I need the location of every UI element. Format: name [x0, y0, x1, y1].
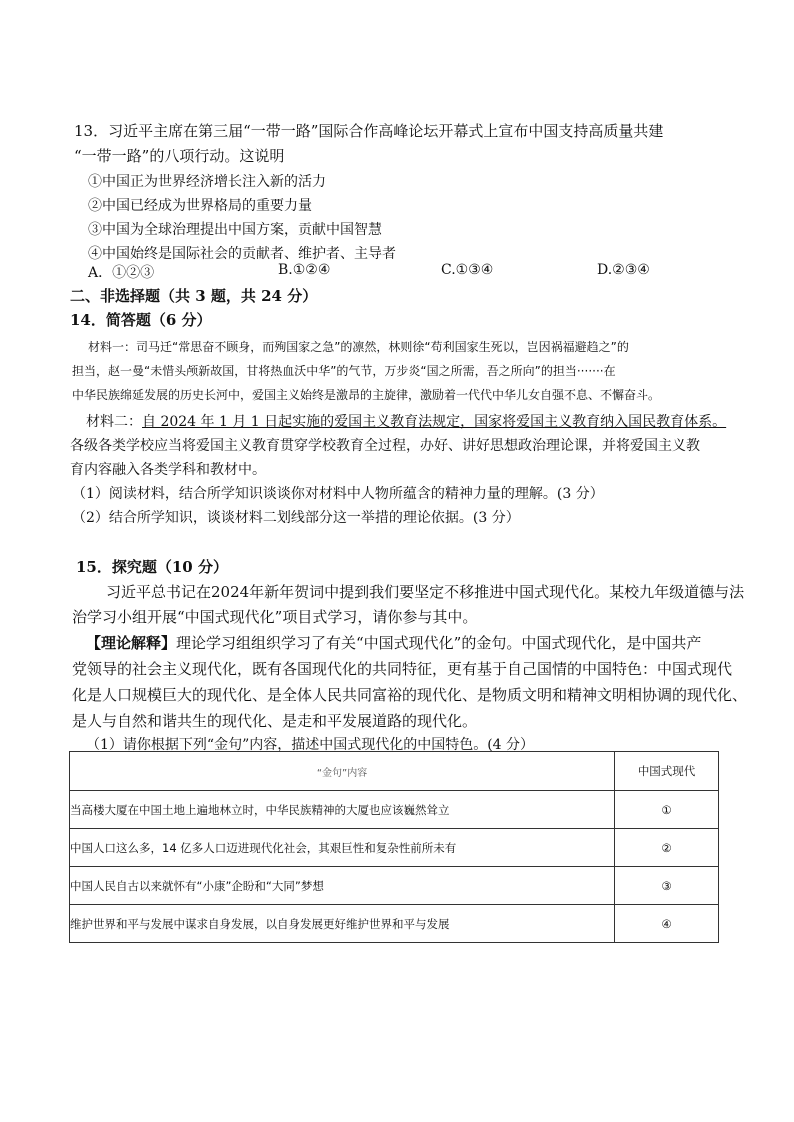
material-1-line1: 材料一：司马迁“常思奋不顾身，而殉国家之急”的凛然，林则徐“苟利国家生死以，岂因祸福避趋之”的	[88, 340, 629, 354]
q15-paragraph-2: 治学习小组开展“中国式现代化”项目式学习，请你参与其中。	[72, 608, 478, 626]
table-cell-quote: 中国人口这么多，14 亿多人口迈进现代化社会，其艰巨性和复杂性前所未有	[70, 829, 615, 867]
material-2-line1	[86, 411, 726, 431]
q13-option-3: ③中国为全球治理提出中国方案，贡献中国智慧	[88, 222, 382, 238]
golden-quotes-table	[69, 751, 719, 943]
table-header-row	[70, 752, 719, 791]
q14-subquestion-1: （1）阅读材料，结合所学知识谈谈你对材料中人物所蕴含的精神力量的理解。(3 分）	[72, 486, 604, 502]
question-15-title: 15．探究题（10 分）	[76, 558, 228, 576]
material-2-line2: 各级各类学校应当将爱国主义教育贯穿学校教育全过程，办好、讲好思想政治理论课，并将爱国主义教	[70, 438, 700, 454]
table-cell-answer: ②	[615, 829, 719, 867]
q15-paragraph-5: 化是人口规模巨大的现代化、是全体人民共同富裕的现代化、是物质文明和精神文明相协调的现代化、	[72, 686, 748, 704]
table-cell-quote: 当高楼大厦在中国土地上遍地林立时，中华民族精神的大厦也应该巍然耸立	[70, 791, 615, 829]
q13-choice-c: C.①③④	[441, 262, 494, 278]
material-1-line2: 担当，赵一曼“未惜头颅新故国，甘将热血沃中华”的气节，万步炎“国之所需，吾之所向”的担当·······在	[72, 364, 616, 378]
q13-choice-a: A．①②③	[88, 265, 155, 281]
q13-option-4: ④中国始终是国际社会的贡献者、维护者、主导者	[88, 246, 396, 262]
table-cell-quote: 中国人民自古以来就怀有“小康”企盼和“大同”梦想	[70, 867, 615, 905]
table-cell-quote: 维护世界和平与发展中谋求自身发展，以自身发展更好维护世界和平与发展	[70, 905, 615, 943]
q13-choice-d: D.②③④	[597, 262, 650, 278]
q15-paragraph-6: 是人与自然和谐共生的现代化、是走和平发展道路的现代化。	[72, 712, 478, 730]
table-header-feature: 中国式现代	[615, 752, 719, 791]
material-1-line3: 中华民族绵延发展的历史长河中，爱国主义始终是激昂的主旋律，激励着一代代中华儿女自强不息、不懈奋斗。	[72, 388, 661, 402]
material-2-underlined: 自 2024 年 1 月 1 日起实施的爱国主义教育法规定，国家将爱国主义教育纳入国民教育体系。	[142, 414, 727, 430]
q15-paragraph-3	[86, 632, 701, 653]
theory-text: 理论学习组组织学习了有关“中国式现代化”的金句。中国式现代化，是中国共产	[176, 634, 702, 652]
theory-label: 【理论解释】	[86, 634, 177, 652]
material-2-line3: 育内容融入各类学科和教材中。	[70, 462, 266, 478]
table-cell-answer: ④	[615, 905, 719, 943]
material-2-label: 材料二：	[86, 414, 142, 430]
table-cell-answer: ③	[615, 867, 719, 905]
q15-paragraph-4: 党领导的社会主义现代化，既有各国现代化的共同特征，更有基于自己国情的中国特色：中国式现代	[72, 660, 733, 678]
table-cell-answer: ①	[615, 791, 719, 829]
table-row	[70, 791, 719, 829]
question-13-line1: 13．习近平主席在第三届“一带一路”国际合作高峰论坛开幕式上宣布中国支持高质量共建	[74, 122, 664, 140]
table-row	[70, 905, 719, 943]
question-14-title: 14．简答题（6 分）	[70, 311, 212, 329]
table-row	[70, 867, 719, 905]
q14-subquestion-2: （2）结合所学知识，谈谈材料二划线部分这一举措的理论依据。(3 分）	[72, 510, 520, 526]
section-2-heading: 二、非选择题（共 3 题，共 24 分）	[70, 287, 318, 305]
table-header-quote: “金句”内容	[70, 752, 615, 791]
q13-option-1: ①中国正为世界经济增长注入新的活力	[88, 174, 326, 190]
q15-paragraph-1: 习近平总书记在2024年新年贺词中提到我们要坚定不移推进中国式现代化。某校九年级道德与法	[106, 583, 745, 601]
q13-choice-b: B.①②④	[278, 262, 331, 278]
q15-subquestion-1: （1）请你根据下列“金句”内容，描述中国式现代化的中国特色。(4 分）	[86, 737, 535, 753]
q13-option-2: ②中国已经成为世界格局的重要力量	[88, 198, 312, 214]
question-13-line2: “一带一路”的八项行动。这说明	[74, 147, 285, 165]
table-row	[70, 829, 719, 867]
